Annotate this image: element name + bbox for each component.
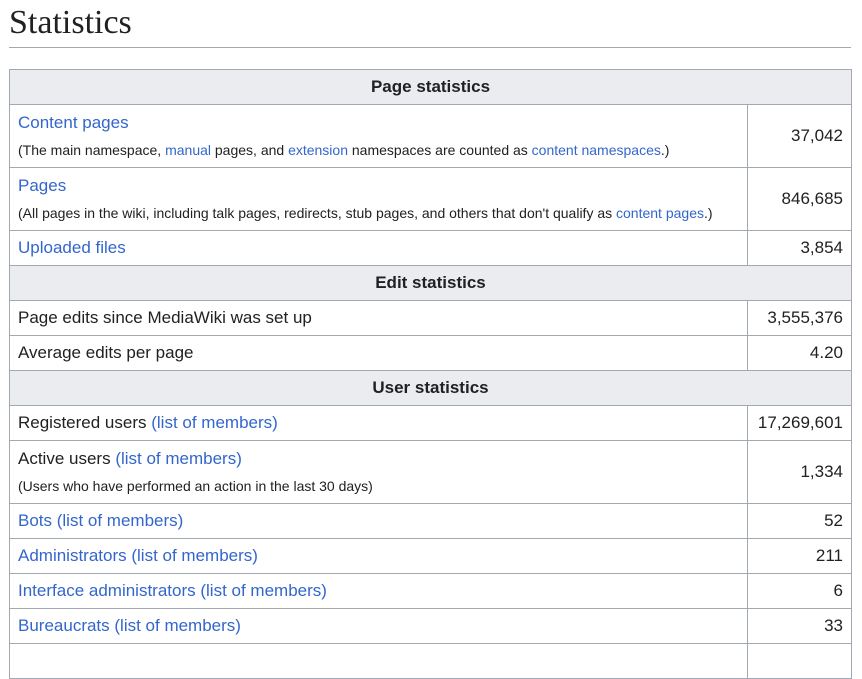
manual-link[interactable]: manual [165, 142, 211, 158]
active-users-description: (Users who have performed an action in the last 30 days) [18, 478, 373, 494]
bureaucrats-cell [10, 609, 748, 644]
table-row [10, 168, 852, 231]
administrators-value: 211 [748, 539, 852, 574]
content-pages-link[interactable]: Content pages [18, 113, 129, 132]
uploaded-files-value: 3,854 [748, 231, 852, 266]
registered-users-list-link[interactable]: (list of members) [151, 413, 278, 432]
interface-administrators-link[interactable]: Interface administrators (list of members) [18, 581, 327, 600]
table-row [10, 644, 852, 679]
uploaded-files-cell [10, 231, 748, 266]
table-row [10, 574, 852, 609]
active-users-list-link[interactable]: (list of members) [115, 449, 242, 468]
pages-link[interactable]: Pages [18, 176, 67, 195]
active-users-main [18, 448, 739, 470]
bureaucrats-link[interactable]: Bureaucrats (list of members) [18, 616, 241, 635]
active-users-label: Active users [18, 449, 116, 468]
section-header-row [10, 70, 852, 105]
pages-value: 846,685 [748, 168, 852, 231]
bureaucrats-value: 33 [748, 609, 852, 644]
content-pages-description [18, 140, 739, 160]
bots-link[interactable]: Bots (list of members) [18, 511, 184, 530]
interface-administrators-cell [10, 574, 748, 609]
desc-text: pages, and [211, 142, 289, 158]
statistics-table [9, 69, 852, 679]
registered-users-cell [10, 406, 748, 441]
desc-text: namespaces are counted as [348, 142, 532, 158]
edit-statistics-header: Edit statistics [10, 266, 852, 301]
avg-edits-value: 4.20 [748, 336, 852, 371]
pages-cell [10, 168, 748, 231]
bots-value: 52 [748, 504, 852, 539]
registered-users-label: Registered users [18, 413, 152, 432]
desc-text: (All pages in the wiki, including talk pages, redirects, stub pages, and others that don't qualify as [18, 205, 617, 221]
table-cell-partial [10, 644, 748, 679]
administrators-cell [10, 539, 748, 574]
administrators-link[interactable]: Administrators (list of members) [18, 546, 258, 565]
table-cell-partial [748, 644, 852, 679]
table-row [10, 231, 852, 266]
interface-administrators-value: 6 [748, 574, 852, 609]
page-edits-value: 3,555,376 [748, 301, 852, 336]
content-pages-cell [10, 105, 748, 168]
table-row [10, 105, 852, 168]
page-statistics-header: Page statistics [10, 70, 852, 105]
table-row [10, 609, 852, 644]
desc-text: .) [703, 205, 713, 221]
content-pages-desc-link[interactable]: content pages [616, 205, 704, 221]
table-row [10, 406, 852, 441]
table-row [10, 539, 852, 574]
table-row [10, 441, 852, 504]
active-users-value: 1,334 [748, 441, 852, 504]
extension-link[interactable]: extension [288, 142, 348, 158]
section-header-row [10, 371, 852, 406]
table-row [10, 504, 852, 539]
desc-text: (The main namespace, [18, 142, 166, 158]
page-edits-label: Page edits since MediaWiki was set up [10, 301, 748, 336]
page-title: Statistics [9, 0, 851, 48]
pages-description [18, 203, 739, 223]
table-row [10, 301, 852, 336]
content-pages-value: 37,042 [748, 105, 852, 168]
content-namespaces-link[interactable]: content namespaces [531, 142, 661, 158]
section-header-row [10, 266, 852, 301]
registered-users-value: 17,269,601 [748, 406, 852, 441]
desc-text: .) [660, 142, 670, 158]
active-users-cell [10, 441, 748, 504]
uploaded-files-link[interactable]: Uploaded files [18, 238, 126, 257]
bots-cell [10, 504, 748, 539]
table-row [10, 336, 852, 371]
avg-edits-label: Average edits per page [10, 336, 748, 371]
user-statistics-header: User statistics [10, 371, 852, 406]
